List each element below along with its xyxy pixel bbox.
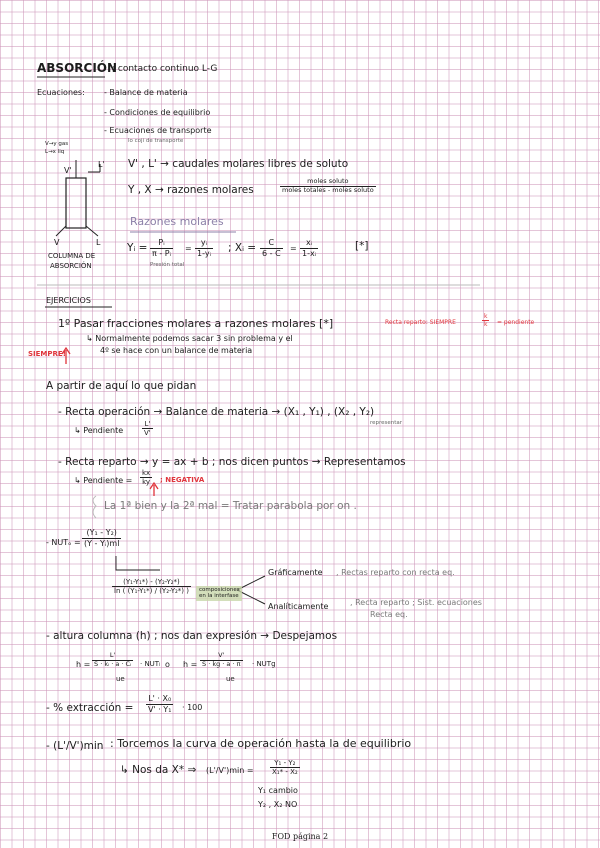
ratio-section-title: Razones molares (130, 215, 224, 228)
side-note: Recta reparto: SIEMPRE (385, 319, 456, 326)
equation-item: - Condiciones de equilibrio (104, 108, 211, 117)
h1-rhs: · NUTₗ (140, 660, 161, 668)
operation-slope: ↳ Pendiente (74, 426, 124, 435)
column-liquid-label: L→x liq (45, 149, 65, 155)
x-ratio-lhs: ; Xᵢ = (228, 242, 257, 254)
y2-no-change: Y₂ , X₂ NO (258, 800, 298, 809)
equation-item: - Balance de materia (104, 88, 188, 97)
min-frac-lhs: (L'/V')min = (206, 766, 254, 775)
column-caption: ABSORCIÓN (50, 262, 92, 270)
min-give: ↳ Nos da X* ⇒ (120, 764, 197, 776)
exercise-step-1: 1º Pasar fracciones molares a razones molares [*] (58, 317, 334, 330)
min-text: : Torcemos la curva de operación hasta la de equilibrio (110, 737, 412, 750)
h1-fraction: $\frac{L'}{\text{S · kₗ · a · Cₗ}}$ (94, 651, 132, 668)
reparto-line: - Recta reparto → y = ax + b ; nos dicen puntos → Representamos (58, 456, 406, 468)
h2-rhs: · NUTg (252, 660, 276, 668)
siempre-note: SIEMPRE! (28, 350, 66, 358)
height-line: - altura columna (h) ; nos dan expresión → Despejamos (46, 630, 338, 642)
pressure-note: Presión total (150, 262, 185, 268)
page-footer: FOD página 2 (271, 832, 329, 841)
column-v-prime: V' (64, 166, 72, 175)
h2-lhs: h = (183, 660, 198, 669)
from-here: A partir de aquí lo que pidan (46, 380, 197, 392)
h2-mark: ue (226, 675, 235, 683)
nut-lhs: - NUTₒ = (46, 538, 81, 547)
reparto-note: La 1ª bien y la 2ª mal = Tratar parabola por on . (104, 500, 357, 512)
operation-slope-fraction: $\frac{L'}{V'}$ (144, 420, 151, 438)
fraction: $\frac{\text{Pᵢ}}{\text{π - Pᵢ}}$ (152, 238, 172, 258)
h1-lhs: h = (76, 660, 91, 669)
column-l-prime: L' (98, 160, 105, 169)
min-lhs: - (L'/V')min (46, 740, 104, 752)
analytic-method: Analíticamente (268, 602, 329, 611)
fraction: $\frac{\text{xᵢ}}{\text{1-xᵢ}}$ (302, 238, 317, 258)
definition-flows: V' , L' → caudales molares libres de soluto (128, 158, 349, 170)
extraction-lhs: - % extracción = (46, 702, 134, 714)
reparto-slope: ↳ Pendiente = (74, 476, 133, 485)
extraction-rhs: · 100 (182, 703, 203, 712)
h2-fraction: $\frac{V'}{S \cdot kg \cdot a \cdot \pi}$ (202, 651, 241, 668)
equation-item: - Ecuaciones de transporte (104, 126, 212, 135)
min-fraction: $\frac{\text{Y₁ - Y₂}}{\text{X₁* - X₂}}$ (272, 759, 298, 777)
extraction-fraction: $\frac{\text{L' · X₀}}{\text{V' · Y₁}}$ (148, 694, 172, 714)
y1-change: Y₁ cambio (258, 786, 298, 795)
or-word: o (165, 660, 170, 669)
graphic-note: , Rectas reparto con recta eq. (336, 568, 455, 577)
ml-fraction: $\frac{\text{(Y₁-Y₁*) - (Y₂-Y₂*)}}{\text{ln ( (Y₁-Y₁*) / (Y₂-Y₂*) )}}$ (114, 578, 189, 596)
side-result: = pendiente (497, 319, 535, 326)
column-l: L (96, 238, 101, 247)
nut-fraction: $\frac{\text{(Y₁ - Y₂)}}{\text{(Y - Yᵢ)ml}}$ (84, 528, 120, 548)
reparto-slope-fraction: $\frac{kx}{ky}$ (142, 469, 151, 487)
represent-note: representar (370, 420, 403, 426)
step1-note: ↳ Normalmente podemos sacar 3 sin problema y el (86, 334, 293, 343)
step1-note: 4º se hace con un balance de materia (100, 346, 253, 355)
ratio-fraction: moles soluto moles totales - moles soluto (282, 177, 374, 194)
graphic-method: Gráficamente (268, 568, 323, 577)
analytic-note: , Recta reparto ; Sist. ecuaciones (350, 598, 482, 607)
column-caption: COLUMNA DE (48, 252, 96, 260)
column-v: V (54, 238, 60, 247)
column-gas-label: V→y gas (45, 141, 69, 147)
fraction: $\frac{C}{6 - C}$ (262, 238, 281, 258)
interface-note: composiciones en la interfase (196, 586, 242, 601)
side-fraction: $\frac{k}{k}$ (484, 313, 488, 329)
equations-label: Ecuaciones: (37, 88, 85, 97)
ratio-ref: [*] (355, 240, 369, 252)
h1-mark: ue (116, 675, 125, 683)
equations-note: lo coji de transporte (128, 138, 184, 144)
analytic-note-2: Recta eq. (370, 610, 408, 619)
negative-note: ; NEGATIVA (160, 476, 205, 484)
operation-line: - Recta operación → Balance de materia → (X₁ , Y₁) , (X₂ , Y₂) (58, 406, 375, 418)
exercises-title: EJERCICIOS (46, 296, 91, 305)
page-subtitle: ; contacto continuo L-G (112, 64, 218, 74)
definition-ratios: Y , X → razones molares (128, 184, 254, 196)
fraction: $\frac{\text{yᵢ}}{\text{1-yᵢ}}$ (197, 238, 211, 258)
y-ratio-lhs: Yᵢ = (127, 242, 148, 254)
page-title: ABSORCIÓN (37, 61, 118, 75)
